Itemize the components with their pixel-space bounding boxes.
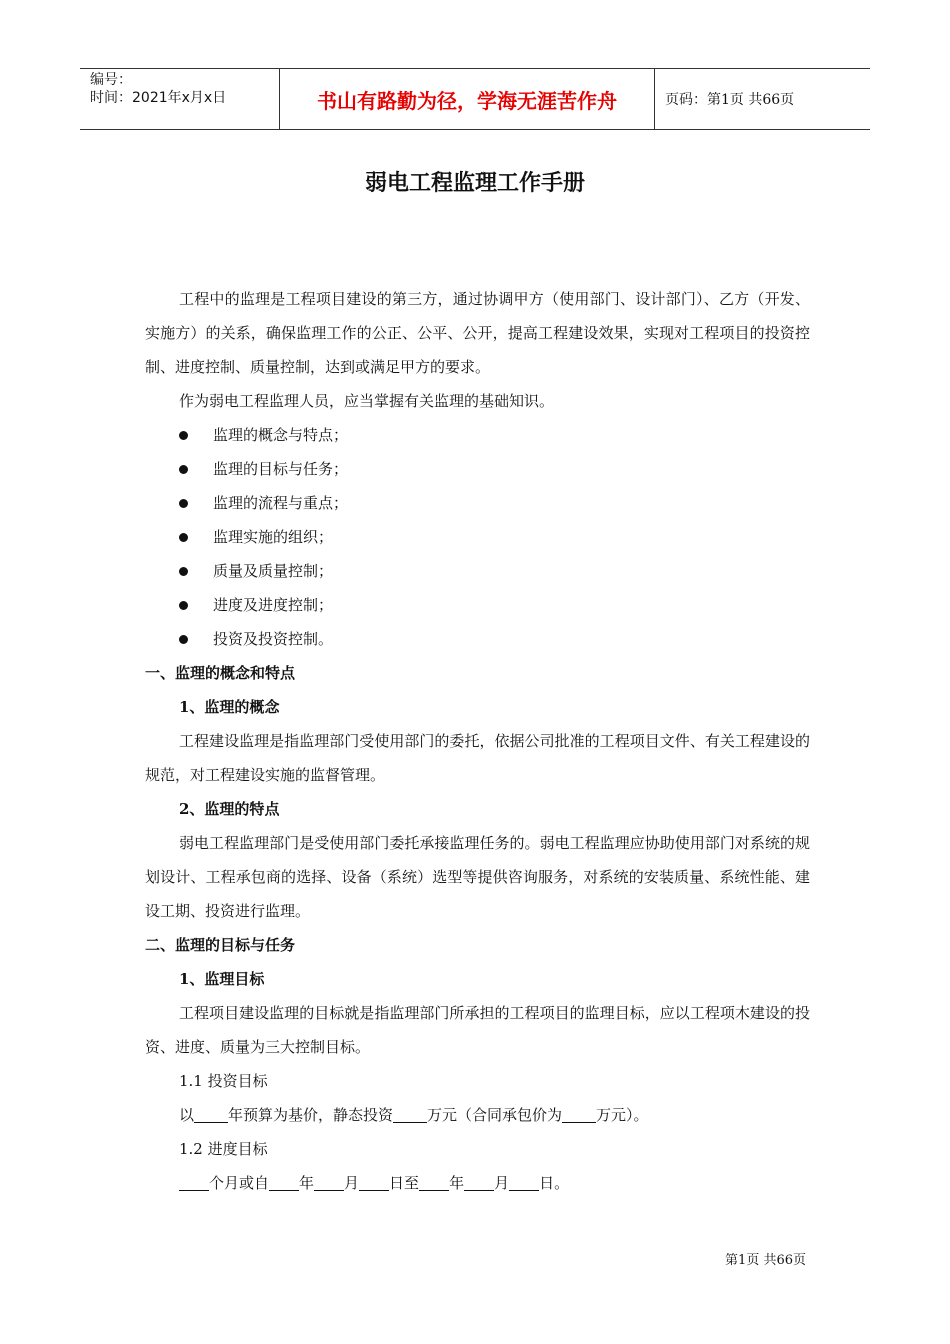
bullet-item: 监理的目标与任务； — [179, 452, 810, 486]
bullet-icon — [179, 635, 188, 644]
intro-paragraph: 作为弱电工程监理人员，应当掌握有关监理的基础知识。 — [179, 392, 555, 410]
subsection-heading: 2、监理的特点 — [179, 800, 280, 818]
bullet-item: 投资及投资控制。 — [179, 622, 810, 656]
blank-field — [269, 1172, 299, 1191]
bullet-icon — [179, 601, 188, 610]
blank-field — [359, 1172, 389, 1191]
bullet-icon — [179, 431, 188, 440]
blank-field — [419, 1172, 449, 1191]
subsection-heading: 1、监理的概念 — [179, 698, 280, 716]
bullet-icon — [179, 533, 188, 542]
header-motto: 书山有路勤为径，学海无涯苦作舟 — [280, 69, 655, 129]
page-footer: 第1页 共66页 — [725, 1253, 806, 1268]
body-paragraph: 工程项目建设监理的目标就是指监理部门所承担的工程项目的监理目标，应以工程项木建设的投资、进度、质量为三大控制目标。 — [145, 1004, 810, 1056]
body-paragraph: 弱电工程监理部门是受使用部门委托承接监理任务的。弱电工程监理应协助使用部门对系统的规划设计、工程承包商的选择、设备（系统）选型等提供咨询服务，对系统的安装质量、系统性能、建设工期、投资进行监理。 — [145, 834, 810, 920]
bullet-icon — [179, 567, 188, 576]
body-paragraph: 工程建设监理是指监理部门受使用部门的委托，依据公司批准的工程项目文件、有关工程建设的规范，对工程建设实施的监督管理。 — [145, 732, 810, 784]
intro-paragraph: 工程中的监理是工程项目建设的第三方，通过协调甲方（使用部门、设计部门）、乙方（开发、实施方）的关系，确保监理工作的公正、公平、公开，提高工程建设效果，实现对工程项目的投资控制、进度控制、质量控制，达到或满足甲方的要求。 — [145, 290, 810, 376]
blank-field — [194, 1104, 228, 1123]
progress-target-line: 个月或自 年 月 日至 年 月 日。 — [145, 1166, 810, 1200]
bullet-icon — [179, 465, 188, 474]
blank-field — [509, 1172, 539, 1191]
blank-field — [179, 1172, 209, 1191]
number-label: 编号： — [90, 72, 132, 88]
document-body — [145, 282, 810, 1200]
blank-field — [464, 1172, 494, 1191]
section-heading: 一、监理的概念和特点 — [145, 664, 296, 682]
time-label: 时间：2021年x月x日 — [90, 90, 227, 106]
bullet-item: 监理的流程与重点； — [179, 486, 810, 520]
bullet-icon — [179, 499, 188, 508]
page-header — [80, 68, 870, 130]
subsection-heading: 1、监理目标 — [179, 970, 265, 988]
bullet-item: 监理的概念与特点； — [179, 418, 810, 452]
investment-target-line: 以 年预算为基价，静态投资 万元（合同承包价为 万元）。 — [179, 1106, 649, 1124]
progress-target-heading: 1.2 进度目标 — [179, 1140, 268, 1158]
blank-field — [393, 1104, 427, 1123]
blank-field — [562, 1104, 596, 1123]
bullet-item: 质量及质量控制； — [179, 554, 810, 588]
document-title: 弱电工程监理工作手册 — [364, 171, 585, 196]
bullet-item: 监理实施的组织； — [179, 520, 810, 554]
header-page-info: 页码：第1页 共66页 — [665, 92, 795, 108]
section-heading: 二、监理的目标与任务 — [145, 936, 296, 954]
investment-target-heading: 1.1 投资目标 — [179, 1072, 268, 1090]
blank-field — [314, 1172, 344, 1191]
header-meta — [80, 69, 280, 129]
bullet-item: 进度及进度控制； — [179, 588, 810, 622]
